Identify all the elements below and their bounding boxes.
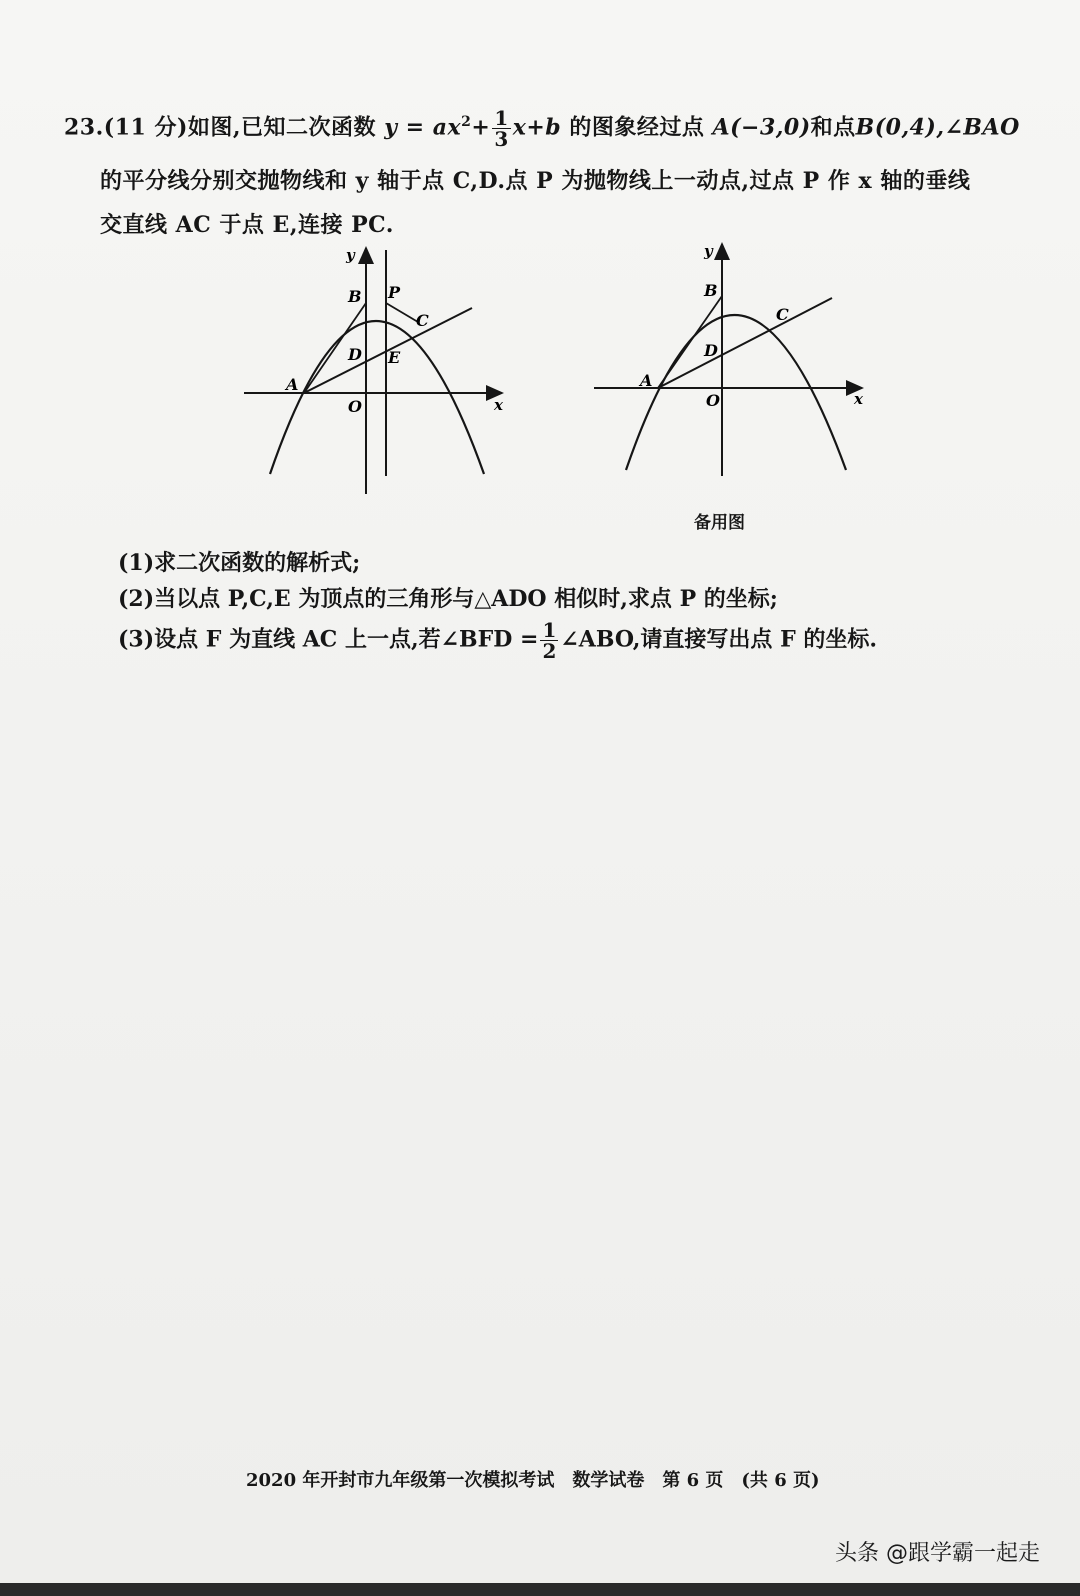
parabola — [270, 321, 484, 474]
figure-main — [240, 240, 520, 502]
label-a: A — [640, 371, 653, 390]
label-o: O — [348, 397, 362, 416]
label-c: C — [416, 311, 429, 330]
q3-denominator: 2 — [542, 639, 557, 663]
segment-pc — [386, 303, 418, 322]
label-d: D — [348, 345, 362, 364]
equation-fraction — [492, 108, 510, 149]
label-x: x — [854, 390, 863, 408]
equation-lhs: y = ax — [384, 114, 462, 141]
equation-rest: x+b — [512, 114, 562, 141]
sub-question-3 — [118, 620, 877, 661]
q3-numerator: 1 — [542, 618, 557, 642]
watermark: 头条 @跟学霸一起走 — [835, 1541, 1040, 1566]
label-e: E — [388, 348, 401, 367]
point-a: A(−3,0) — [712, 114, 811, 141]
problem-line-1 — [64, 108, 1020, 149]
figure-spare — [590, 238, 870, 478]
label-b: B — [348, 287, 362, 306]
parabola — [626, 315, 846, 470]
label-x: x — [494, 396, 503, 414]
point-b: B(0,4) — [855, 114, 937, 141]
fraction-numerator: 1 — [494, 106, 509, 130]
equation-plus: + — [471, 114, 491, 141]
angle-bao: ,∠BAO — [936, 114, 1020, 141]
q3-post: ∠ABO,请直接写出点 F 的坐标. — [560, 626, 878, 653]
sub-question-2: (2)当以点 P,C,E 为顶点的三角形与△ADO 相似时,求点 P 的坐标; — [118, 586, 778, 612]
bottom-edge — [0, 1583, 1080, 1596]
fraction-denominator: 3 — [494, 127, 509, 151]
label-b: B — [704, 281, 718, 300]
label-y: y — [704, 242, 713, 260]
label-y: y — [346, 246, 355, 264]
label-p: P — [388, 283, 401, 302]
and-point: 和点 — [810, 114, 856, 141]
problem-line-3: 交直线 AC 于点 E,连接 PC. — [100, 212, 394, 238]
label-o: O — [706, 391, 720, 410]
q3-pre: (3)设点 F 为直线 AC 上一点,若∠BFD = — [118, 626, 539, 653]
spare-figure-caption: 备用图 — [694, 513, 745, 533]
page-footer: 2020 年开封市九年级第一次模拟考试 数学试卷 第 6 页 (共 6 页) — [246, 1470, 820, 1491]
sub-question-1: (1)求二次函数的解析式; — [118, 550, 361, 576]
label-c: C — [776, 305, 789, 324]
label-a: A — [286, 375, 299, 394]
problem-mid: 的图象经过点 — [569, 114, 705, 141]
equation-exponent: 2 — [461, 114, 472, 131]
problem-intro: 如图,已知二次函数 — [187, 114, 377, 141]
problem-score: (11 分) — [103, 114, 188, 141]
q3-fraction — [540, 620, 558, 661]
problem-number: 23. — [64, 114, 104, 141]
line-ac — [658, 298, 832, 388]
problem-line-2: 的平分线分别交抛物线和 y 轴于点 C,D.点 P 为抛物线上一动点,过点 P 作 x 轴的垂线 — [100, 168, 971, 194]
label-d: D — [704, 341, 718, 360]
